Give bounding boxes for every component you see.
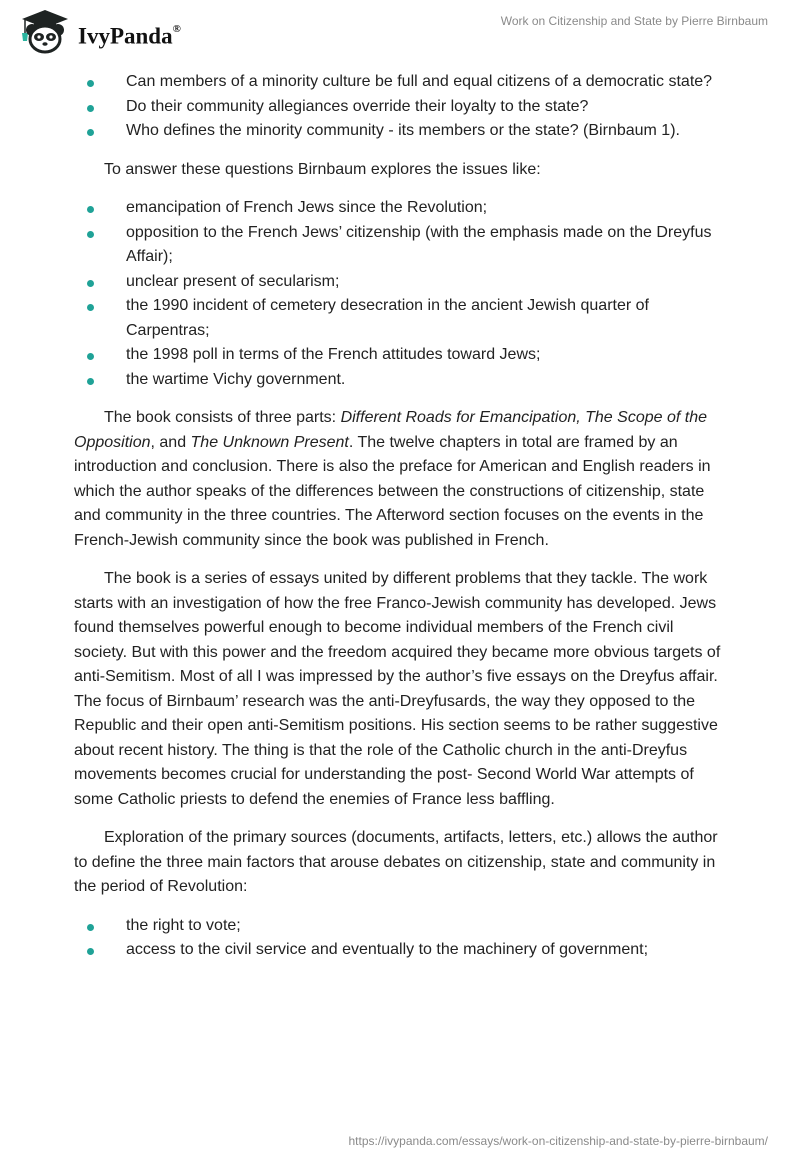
issues-list	[74, 196, 724, 392]
panda-graduate-icon	[16, 9, 74, 55]
page-header	[0, 0, 800, 64]
questions-list	[74, 70, 724, 144]
list-item	[74, 221, 724, 270]
book-part-title-3: The Unknown Present	[190, 433, 349, 451]
list-item-text: Can members of a minority culture be full and equal citizens of a democratic state?	[126, 73, 713, 90]
source-url-link[interactable]: https://ivypanda.com/essays/work-on-citizenship-and-state-by-pierre-birnbaum/	[348, 1134, 768, 1148]
bullet-dot-icon	[87, 280, 94, 287]
bullet-dot-icon	[87, 353, 94, 360]
sources-paragraph: Exploration of the primary sources (documents, artifacts, letters, etc.) allows the author to define the three main factors that arouse debates on citizenship, state and community in the period of Revolution:	[74, 829, 718, 895]
list-item-text: the 1998 poll in terms of the French attitudes toward Jews;	[126, 346, 541, 363]
registered-mark: ®	[172, 23, 181, 35]
list-item	[74, 95, 724, 120]
bullet-dot-icon	[87, 206, 94, 213]
list-item	[74, 368, 724, 393]
bullet-dot-icon	[87, 129, 94, 136]
list-item	[74, 196, 724, 221]
list-item	[74, 914, 724, 939]
book-parts-and: , and	[150, 433, 191, 451]
list-item	[74, 294, 724, 343]
list-item-text: the right to vote;	[126, 916, 241, 934]
bullet-dot-icon	[87, 231, 94, 238]
list-item	[74, 119, 724, 144]
bullet-dot-icon	[87, 924, 94, 931]
list-item-text: the 1990 incident of cemetery desecration in the ancient Jewish quarter of Carpentras;	[126, 297, 649, 339]
logo-wordmark	[78, 18, 181, 51]
bullet-dot-icon	[87, 948, 94, 955]
list-item-text: emancipation of French Jews since the Revolution;	[126, 199, 488, 216]
book-parts-rest: . The twelve chapters in total are framed by an introduction and conclusion. There is also the preface for American and English readers in which the author speaks of the differences between the constructions of citizenship, state and community in the three countries. The Afterword section focuses on the events in the French-Jewish community since the book was published in French.	[74, 433, 711, 549]
ivypanda-logo[interactable]	[16, 9, 186, 55]
essays-paragraph: The book is a series of essays united by different problems that they tackle. The work starts with an investigation of how the free Franco-Jewish community has developed. Jews found themselves powerful enough to become individual members of the French civil society. But with this power and the freedom acquired they became more obvious targets of anti-Semitism. Most of all I was impressed by the author’s five essays on the Dreyfus affair. The focus of Birnbaum’ research was the anti-Dreyfusards, the way they opposed to the Republic and their open anti-Semitism positions. His section seems to be rather suggestive about recent history. The thing is that the role of the Catholic church in the anti-Dreyfus movements becomes crucial for understanding the post- Second World War attempts of some Catholic priests to defend the enemies of France less baffling.	[74, 570, 721, 808]
factors-list	[74, 914, 724, 963]
list-item-text: access to the civil service and eventually to the machinery of government;	[126, 941, 649, 958]
book-parts-lead: The book consists of three parts:	[104, 409, 341, 426]
list-item	[74, 938, 724, 963]
list-item	[74, 70, 724, 95]
issues-intro: To answer these questions Birnbaum explores the issues like:	[104, 160, 541, 178]
bullet-dot-icon	[87, 304, 94, 311]
list-item	[74, 343, 724, 368]
bullet-dot-icon	[87, 105, 94, 112]
list-item	[74, 270, 724, 295]
list-item-text: unclear present of secularism;	[126, 272, 340, 290]
essay-content	[74, 70, 724, 963]
list-item-text: Who defines the minority community - its members or the state? (Birnbaum 1).	[126, 122, 680, 139]
list-item-text: the wartime Vichy government.	[126, 370, 346, 388]
book-parts-paragraph	[74, 406, 724, 553]
bullet-dot-icon	[87, 80, 94, 87]
document-title: Work on Citizenship and State by Pierre Birnbaum	[500, 14, 768, 28]
bullet-dot-icon	[87, 378, 94, 385]
list-item-text: Do their community allegiances override their loyalty to the state?	[126, 97, 589, 115]
logo-text: IvyPanda	[78, 23, 173, 49]
book-part-titles-1-2: Different Roads for Emancipation, The Scope of the Opposition	[74, 409, 707, 451]
list-item-text: opposition to the French Jews’ citizenship (with the emphasis made on the Dreyfus Affair);	[126, 223, 712, 265]
